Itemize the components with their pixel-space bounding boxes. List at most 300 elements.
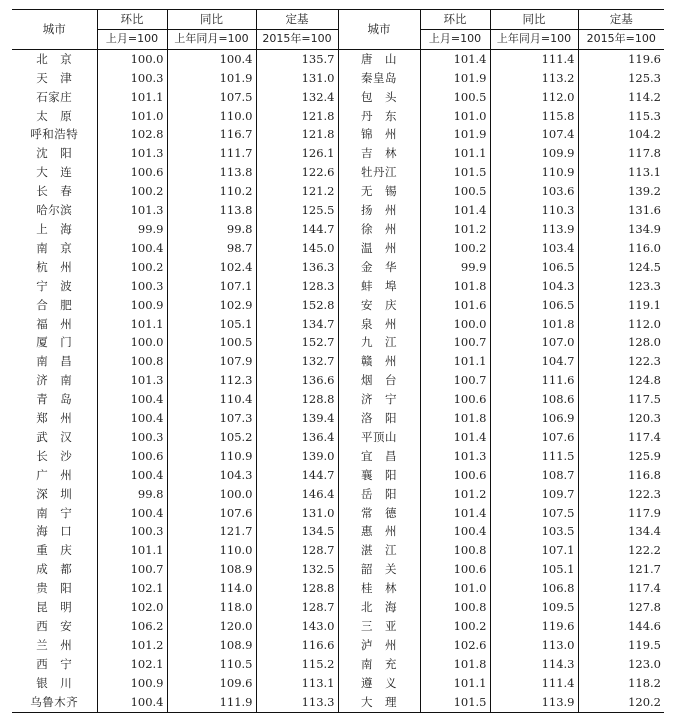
right-yoy-cell: 106.8 — [490, 579, 578, 598]
right-fixed-cell: 120.3 — [578, 409, 664, 428]
left-city-cell: 广 州 — [36, 467, 73, 482]
right-mom-cell: 101.9 — [420, 69, 490, 88]
left-fixed-cell: 131.0 — [256, 69, 338, 88]
left-fixed-cell: 143.0 — [256, 617, 338, 636]
right-city-cell: 桂 林 — [338, 579, 420, 598]
right-mom-cell: 101.9 — [420, 125, 490, 144]
right-fixed-cell: 124.5 — [578, 258, 664, 277]
right-fixed-cell: 119.1 — [578, 296, 664, 315]
right-yoy-cell: 111.6 — [490, 371, 578, 390]
left-city-cell: 呼和浩特 — [30, 127, 79, 142]
table-row — [12, 88, 664, 107]
table-row — [12, 541, 664, 560]
right-mom-cell: 101.3 — [420, 447, 490, 466]
right-mom-cell: 100.8 — [420, 541, 490, 560]
left-mom-cell: 100.4 — [97, 504, 167, 523]
right-mom-cell: 100.8 — [420, 598, 490, 617]
right-fixed-cell: 134.9 — [578, 220, 664, 239]
right-fixed-cell: 117.4 — [578, 579, 664, 598]
left-mom-cell: 100.9 — [97, 674, 167, 693]
right-fixed-cell: 122.2 — [578, 541, 664, 560]
right-city-cell: 泉 州 — [338, 315, 420, 334]
left-fixed-cell: 128.7 — [256, 541, 338, 560]
right-city-cell: 秦皇岛 — [338, 69, 420, 88]
right-mom-cell: 100.5 — [420, 182, 490, 201]
left-fixed-cell: 128.8 — [256, 579, 338, 598]
table-row — [12, 258, 664, 277]
left-mom-cell: 101.3 — [97, 144, 167, 163]
left-city-cell: 天 津 — [36, 70, 73, 85]
right-city-cell: 大 理 — [338, 693, 420, 712]
left-mom-cell: 99.8 — [97, 485, 167, 504]
price-index-table — [12, 9, 664, 713]
left-mom-cell: 100.2 — [97, 182, 167, 201]
right-fixed-cell: 116.8 — [578, 466, 664, 485]
right-yoy-cell: 115.8 — [490, 107, 578, 126]
table-row — [12, 220, 664, 239]
left-fixed-cell: 113.3 — [256, 693, 338, 712]
left-fixed-cell: 132.5 — [256, 560, 338, 579]
table-row — [12, 107, 664, 126]
left-city-cell: 大 连 — [36, 165, 73, 180]
right-yoy-cell: 103.6 — [490, 182, 578, 201]
left-mom-cell: 100.9 — [97, 296, 167, 315]
right-city-cell: 北 海 — [338, 598, 420, 617]
right-fixed-cell: 122.3 — [578, 485, 664, 504]
right-mom-cell: 101.0 — [420, 579, 490, 598]
right-yoy-cell: 113.2 — [490, 69, 578, 88]
right-yoy-cell: 109.9 — [490, 144, 578, 163]
left-fixed-cell: 128.3 — [256, 277, 338, 296]
right-city-cell: 锦 州 — [338, 125, 420, 144]
left-mom-cell: 100.0 — [97, 333, 167, 352]
left-city-cell: 长 沙 — [36, 448, 73, 463]
left-mom-cell: 100.4 — [97, 239, 167, 258]
table-header — [12, 10, 664, 50]
right-city-cell: 惠 州 — [338, 522, 420, 541]
table-row — [12, 674, 664, 693]
right-city-cell: 蚌 埠 — [338, 277, 420, 296]
left-mom-cell: 100.3 — [97, 277, 167, 296]
left-mom-cell: 106.2 — [97, 617, 167, 636]
left-city-cell: 太 原 — [36, 108, 73, 123]
right-fixed-cell: 120.2 — [578, 693, 664, 712]
right-fixed-cell: 112.0 — [578, 315, 664, 334]
right-mom-cell: 100.2 — [420, 617, 490, 636]
header-yoy-right: 同比 — [490, 10, 578, 30]
left-city-cell: 上 海 — [36, 221, 73, 236]
table-row — [12, 277, 664, 296]
left-yoy-cell: 110.2 — [167, 182, 256, 201]
header-fixed-base-right: 2015年=100 — [578, 29, 664, 49]
left-city-cell: 杭 州 — [36, 259, 73, 274]
table-row — [12, 636, 664, 655]
right-city-cell: 温 州 — [338, 239, 420, 258]
left-fixed-cell: 121.8 — [256, 125, 338, 144]
right-mom-cell: 100.7 — [420, 371, 490, 390]
left-yoy-cell: 107.1 — [167, 277, 256, 296]
header-fixed-base-left: 2015年=100 — [256, 29, 338, 49]
right-mom-cell: 101.4 — [420, 49, 490, 68]
right-fixed-cell: 118.2 — [578, 674, 664, 693]
table-row — [12, 333, 664, 352]
right-fixed-cell: 119.5 — [578, 636, 664, 655]
left-yoy-cell: 121.7 — [167, 522, 256, 541]
left-city-cell: 合 肥 — [36, 297, 73, 312]
right-fixed-cell: 125.3 — [578, 69, 664, 88]
left-fixed-cell: 139.0 — [256, 447, 338, 466]
right-mom-cell: 101.6 — [420, 296, 490, 315]
right-yoy-cell: 107.5 — [490, 504, 578, 523]
left-mom-cell: 102.1 — [97, 579, 167, 598]
right-fixed-cell: 127.8 — [578, 598, 664, 617]
right-mom-cell: 101.8 — [420, 277, 490, 296]
right-mom-cell: 102.6 — [420, 636, 490, 655]
left-yoy-cell: 110.0 — [167, 541, 256, 560]
table-row — [12, 163, 664, 182]
right-fixed-cell: 117.8 — [578, 144, 664, 163]
left-city-cell: 西 安 — [36, 619, 73, 633]
left-yoy-cell: 112.3 — [167, 371, 256, 390]
right-mom-cell: 101.2 — [420, 220, 490, 239]
right-yoy-cell: 111.5 — [490, 447, 578, 466]
right-mom-cell: 100.6 — [420, 390, 490, 409]
left-yoy-cell: 105.2 — [167, 428, 256, 447]
left-city-cell: 长 春 — [36, 184, 73, 199]
left-mom-cell: 100.8 — [97, 352, 167, 371]
table-row — [12, 371, 664, 390]
right-mom-cell: 100.6 — [420, 466, 490, 485]
right-mom-cell: 101.4 — [420, 428, 490, 447]
table-row — [12, 49, 664, 68]
right-fixed-cell: 117.9 — [578, 504, 664, 523]
right-fixed-cell: 117.5 — [578, 390, 664, 409]
right-mom-cell: 100.7 — [420, 333, 490, 352]
right-city-cell: 徐 州 — [338, 220, 420, 239]
left-fixed-cell: 146.4 — [256, 485, 338, 504]
left-yoy-cell: 114.0 — [167, 579, 256, 598]
left-city-cell: 兰 州 — [36, 637, 73, 652]
right-city-cell: 洛 阳 — [338, 409, 420, 428]
left-city-cell: 济 南 — [36, 373, 73, 388]
left-fixed-cell: 152.7 — [256, 333, 338, 352]
table-row — [12, 598, 664, 617]
left-mom-cell: 100.7 — [97, 560, 167, 579]
left-yoy-cell: 111.9 — [167, 693, 256, 712]
left-yoy-cell: 99.8 — [167, 220, 256, 239]
left-fixed-cell: 131.0 — [256, 504, 338, 523]
table-row — [12, 560, 664, 579]
right-fixed-cell: 121.7 — [578, 560, 664, 579]
header-mom-base-right: 上月=100 — [420, 29, 490, 49]
left-fixed-cell: 144.7 — [256, 466, 338, 485]
header-yoy-left: 同比 — [167, 10, 256, 30]
table-row — [12, 504, 664, 523]
right-city-cell: 遵 义 — [338, 674, 420, 693]
left-mom-cell: 101.0 — [97, 107, 167, 126]
left-city-cell: 宁 波 — [36, 278, 73, 293]
right-city-cell: 丹 东 — [338, 107, 420, 126]
right-yoy-cell: 103.5 — [490, 522, 578, 541]
left-city-cell: 海 口 — [36, 524, 73, 539]
right-yoy-cell: 112.0 — [490, 88, 578, 107]
left-fixed-cell: 115.2 — [256, 655, 338, 674]
right-fixed-cell: 122.3 — [578, 352, 664, 371]
left-yoy-cell: 105.1 — [167, 315, 256, 334]
right-mom-cell: 101.1 — [420, 674, 490, 693]
left-yoy-cell: 108.9 — [167, 560, 256, 579]
left-city-cell: 乌鲁木齐 — [12, 693, 97, 712]
left-mom-cell: 100.0 — [97, 49, 167, 68]
header-fixed-right: 定基 — [578, 10, 664, 30]
right-city-cell: 无 锡 — [338, 182, 420, 201]
left-mom-cell: 101.3 — [97, 371, 167, 390]
right-mom-cell: 100.2 — [420, 239, 490, 258]
left-mom-cell: 100.2 — [97, 258, 167, 277]
right-city-cell: 宜 昌 — [338, 447, 420, 466]
left-yoy-cell: 116.7 — [167, 125, 256, 144]
right-mom-cell: 101.5 — [420, 163, 490, 182]
right-mom-cell: 101.1 — [420, 352, 490, 371]
right-city-cell: 南 充 — [338, 655, 420, 674]
left-city-cell: 昆 明 — [36, 600, 73, 615]
left-fixed-cell: 135.7 — [256, 49, 338, 68]
table-row — [12, 617, 664, 636]
left-city-cell: 重 庆 — [36, 543, 73, 558]
left-mom-cell: 102.0 — [97, 598, 167, 617]
left-yoy-cell: 113.8 — [167, 163, 256, 182]
left-mom-cell: 100.4 — [97, 466, 167, 485]
right-fixed-cell: 114.2 — [578, 88, 664, 107]
left-mom-cell: 102.1 — [97, 655, 167, 674]
table-row — [12, 409, 664, 428]
left-fixed-cell: 132.7 — [256, 352, 338, 371]
left-fixed-cell: 136.6 — [256, 371, 338, 390]
left-city-cell: 哈尔滨 — [36, 203, 73, 218]
left-city-cell: 南 京 — [36, 240, 73, 255]
right-fixed-cell: 115.3 — [578, 107, 664, 126]
left-mom-cell: 100.3 — [97, 428, 167, 447]
left-city-cell: 深 圳 — [36, 486, 73, 501]
right-city-cell: 三 亚 — [338, 617, 420, 636]
left-mom-cell: 101.2 — [97, 636, 167, 655]
left-mom-cell: 101.3 — [97, 201, 167, 220]
left-yoy-cell: 111.7 — [167, 144, 256, 163]
right-yoy-cell: 110.3 — [490, 201, 578, 220]
right-fixed-cell: 144.6 — [578, 617, 664, 636]
table-row — [12, 390, 664, 409]
left-yoy-cell: 110.9 — [167, 447, 256, 466]
table-row — [12, 182, 664, 201]
left-mom-cell: 102.8 — [97, 125, 167, 144]
left-city-cell: 沈 阳 — [36, 146, 73, 161]
right-yoy-cell: 109.7 — [490, 485, 578, 504]
header-yoy-base-left: 上年同月=100 — [167, 29, 256, 49]
right-yoy-cell: 113.9 — [490, 693, 578, 712]
left-city-cell: 石家庄 — [36, 89, 73, 104]
right-mom-cell: 101.0 — [420, 107, 490, 126]
right-city-cell: 岳 阳 — [338, 485, 420, 504]
left-city-cell: 南 宁 — [36, 505, 73, 520]
left-fixed-cell: 145.0 — [256, 239, 338, 258]
left-mom-cell: 100.4 — [97, 693, 167, 712]
left-yoy-cell: 107.6 — [167, 504, 256, 523]
right-mom-cell: 101.8 — [420, 655, 490, 674]
table-row — [12, 296, 664, 315]
header-city-left: 城市 — [12, 10, 97, 50]
table-row — [12, 693, 664, 712]
left-fixed-cell: 113.1 — [256, 674, 338, 693]
right-yoy-cell: 107.0 — [490, 333, 578, 352]
left-fixed-cell: 132.4 — [256, 88, 338, 107]
left-mom-cell: 100.6 — [97, 163, 167, 182]
left-yoy-cell: 104.3 — [167, 466, 256, 485]
right-city-cell: 韶 关 — [338, 560, 420, 579]
right-yoy-cell: 107.6 — [490, 428, 578, 447]
table-row — [12, 144, 664, 163]
right-mom-cell: 101.2 — [420, 485, 490, 504]
left-fixed-cell: 116.6 — [256, 636, 338, 655]
left-city-cell: 青 岛 — [36, 392, 73, 407]
left-yoy-cell: 110.4 — [167, 390, 256, 409]
right-fixed-cell: 124.8 — [578, 371, 664, 390]
left-fixed-cell: 128.8 — [256, 390, 338, 409]
left-fixed-cell: 136.3 — [256, 258, 338, 277]
left-mom-cell: 99.9 — [97, 220, 167, 239]
left-fixed-cell: 122.6 — [256, 163, 338, 182]
right-city-cell: 襄 阳 — [338, 466, 420, 485]
table-row — [12, 447, 664, 466]
right-fixed-cell: 113.1 — [578, 163, 664, 182]
right-city-cell: 牡丹江 — [338, 163, 420, 182]
right-fixed-cell: 131.6 — [578, 201, 664, 220]
right-city-cell: 唐 山 — [338, 49, 420, 68]
left-fixed-cell: 121.8 — [256, 107, 338, 126]
right-city-cell: 赣 州 — [338, 352, 420, 371]
right-mom-cell: 100.6 — [420, 560, 490, 579]
left-yoy-cell: 102.9 — [167, 296, 256, 315]
left-city-cell: 北 京 — [36, 51, 73, 66]
right-city-cell: 平顶山 — [338, 428, 420, 447]
left-yoy-cell: 107.9 — [167, 352, 256, 371]
left-mom-cell: 100.6 — [97, 447, 167, 466]
left-yoy-cell: 118.0 — [167, 598, 256, 617]
header-city-right: 城市 — [338, 10, 420, 50]
left-city-cell: 西 宁 — [36, 656, 73, 671]
left-city-cell: 南 昌 — [36, 354, 73, 369]
right-yoy-cell: 111.4 — [490, 674, 578, 693]
table-body — [12, 49, 664, 712]
right-yoy-cell: 101.8 — [490, 315, 578, 334]
left-yoy-cell: 102.4 — [167, 258, 256, 277]
right-fixed-cell: 117.4 — [578, 428, 664, 447]
right-fixed-cell: 139.2 — [578, 182, 664, 201]
right-fixed-cell: 134.4 — [578, 522, 664, 541]
table-row — [12, 352, 664, 371]
left-fixed-cell: 134.7 — [256, 315, 338, 334]
left-fixed-cell: 152.8 — [256, 296, 338, 315]
right-mom-cell: 101.4 — [420, 201, 490, 220]
left-yoy-cell: 100.4 — [167, 49, 256, 68]
right-yoy-cell: 103.4 — [490, 239, 578, 258]
right-yoy-cell: 109.5 — [490, 598, 578, 617]
left-yoy-cell: 109.6 — [167, 674, 256, 693]
right-mom-cell: 99.9 — [420, 258, 490, 277]
left-city-cell: 武 汉 — [36, 429, 73, 444]
right-yoy-cell: 104.3 — [490, 277, 578, 296]
table-row — [12, 522, 664, 541]
right-fixed-cell: 123.3 — [578, 277, 664, 296]
right-fixed-cell: 119.6 — [578, 49, 664, 68]
left-fixed-cell: 136.4 — [256, 428, 338, 447]
right-city-cell: 济 宁 — [338, 390, 420, 409]
left-yoy-cell: 101.9 — [167, 69, 256, 88]
right-yoy-cell: 104.7 — [490, 352, 578, 371]
right-yoy-cell: 108.6 — [490, 390, 578, 409]
table-row — [12, 315, 664, 334]
left-city-cell: 贵 阳 — [36, 581, 73, 596]
left-fixed-cell: 121.2 — [256, 182, 338, 201]
table-row — [12, 466, 664, 485]
header-fixed-left: 定基 — [256, 10, 338, 30]
left-mom-cell: 100.4 — [97, 409, 167, 428]
header-yoy-base-right: 上年同月=100 — [490, 29, 578, 49]
left-mom-cell: 101.1 — [97, 541, 167, 560]
right-mom-cell: 100.4 — [420, 522, 490, 541]
left-yoy-cell: 107.5 — [167, 88, 256, 107]
right-fixed-cell: 116.0 — [578, 239, 664, 258]
right-yoy-cell: 113.9 — [490, 220, 578, 239]
table-row — [12, 125, 664, 144]
right-yoy-cell: 106.5 — [490, 296, 578, 315]
right-mom-cell: 100.5 — [420, 88, 490, 107]
table-row — [12, 655, 664, 674]
table-row — [12, 239, 664, 258]
left-yoy-cell: 98.7 — [167, 239, 256, 258]
right-yoy-cell: 107.1 — [490, 541, 578, 560]
right-city-cell: 九 江 — [338, 333, 420, 352]
left-fixed-cell: 125.5 — [256, 201, 338, 220]
left-mom-cell: 100.4 — [97, 390, 167, 409]
right-yoy-cell: 106.9 — [490, 409, 578, 428]
right-mom-cell: 101.5 — [420, 693, 490, 712]
right-fixed-cell: 125.9 — [578, 447, 664, 466]
left-fixed-cell: 126.1 — [256, 144, 338, 163]
left-yoy-cell: 120.0 — [167, 617, 256, 636]
left-yoy-cell: 110.0 — [167, 107, 256, 126]
left-city-cell: 郑 州 — [36, 411, 73, 426]
left-fixed-cell: 144.7 — [256, 220, 338, 239]
table-row — [12, 69, 664, 88]
right-yoy-cell: 113.0 — [490, 636, 578, 655]
right-city-cell: 金 华 — [338, 258, 420, 277]
right-yoy-cell: 107.4 — [490, 125, 578, 144]
left-fixed-cell: 134.5 — [256, 522, 338, 541]
right-city-cell: 泸 州 — [338, 636, 420, 655]
right-yoy-cell: 105.1 — [490, 560, 578, 579]
left-city-cell: 福 州 — [36, 316, 73, 331]
right-yoy-cell: 110.9 — [490, 163, 578, 182]
left-mom-cell: 101.1 — [97, 88, 167, 107]
right-city-cell: 扬 州 — [338, 201, 420, 220]
header-mom-left: 环比 — [97, 10, 167, 30]
table-row — [12, 201, 664, 220]
left-yoy-cell: 100.5 — [167, 333, 256, 352]
right-fixed-cell: 104.2 — [578, 125, 664, 144]
left-mom-cell: 101.1 — [97, 315, 167, 334]
right-city-cell: 安 庆 — [338, 296, 420, 315]
right-mom-cell: 101.1 — [420, 144, 490, 163]
